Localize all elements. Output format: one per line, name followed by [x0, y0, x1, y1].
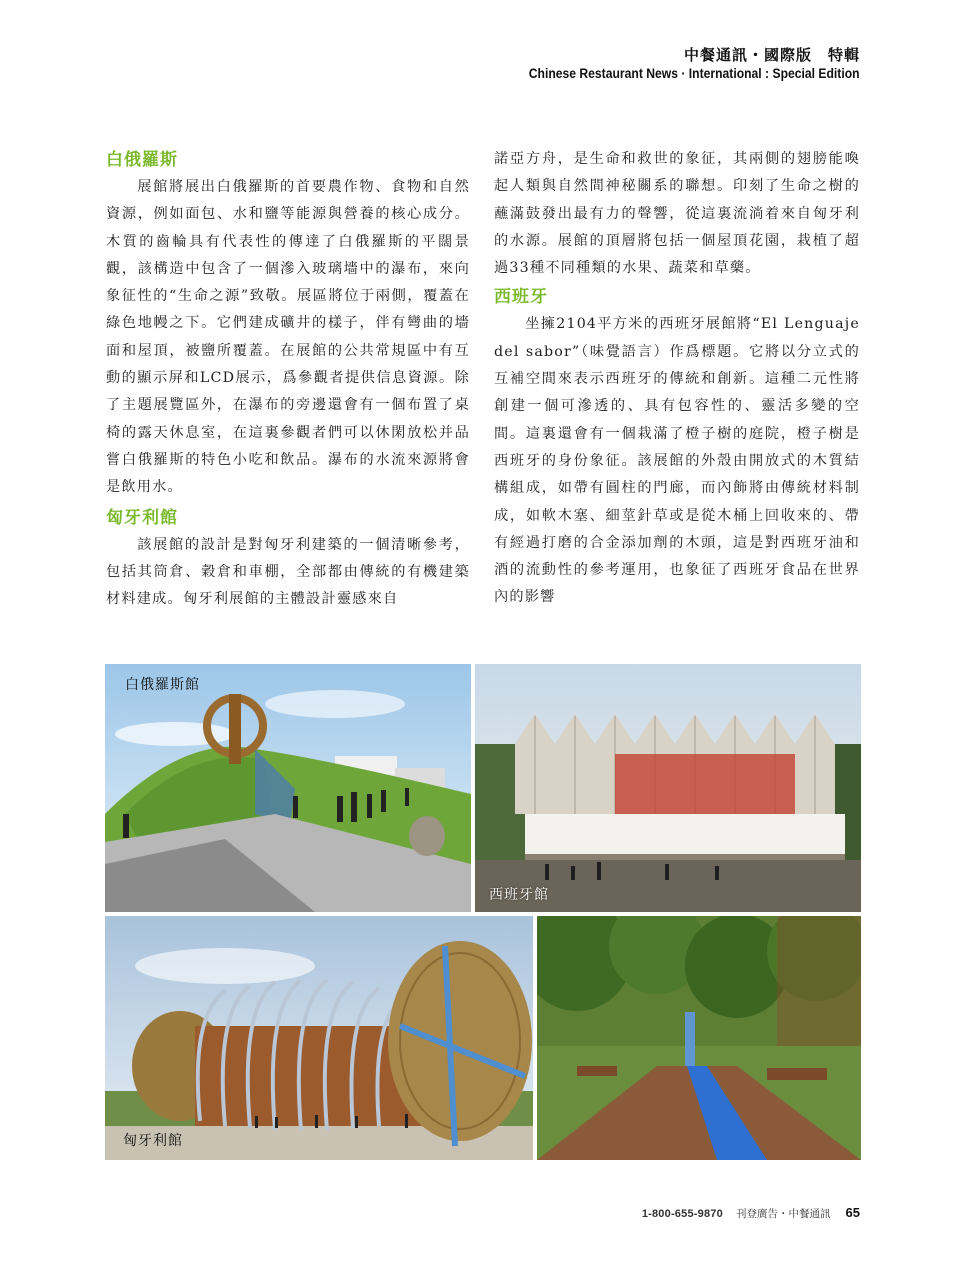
- section-body-hungary-continued: 諾亞方舟，是生命和救世的象征，其兩側的翅膀能喚起人類與自然間神秘關系的聯想。印刻了生命之樹的蘸滿鼓發出最有力的聲響，從這裏流淌着來自匈牙利的水源。展館的頂層將包括一個屋頂花園，栽植了超過33種不同種類的水果、蔬菜和草藥。: [494, 151, 860, 277]
- section-body-belarus: 展館將展出白俄羅斯的首要農作物、食物和自然資源，例如面包、水和鹽等能源與營養的核心成分。木質的齒輪具有代表性的傳達了白俄羅斯的平闊景觀，該構造中包含了一個滲入玻璃墻中的瀑布，來向象征性的“生命之源”致敬。展區將位于兩側，覆蓋在綠色地幔之下。它們建成礦井的樣子，伴有彎曲的墻面和屋頂，被鹽所覆蓋。在展館的公共常規區中有互動的顯示屏和LCD展示，爲參觀者提供信息資源。除了主題展覽區外，在瀑布的旁邊還會有一個布置了桌椅的露天休息室，在這裏參觀者們可以休閑放松并品嘗白俄羅斯的特色小吃和飲品。瀑布的水流來源將會是飲用水。: [106, 179, 470, 496]
- left-column: [106, 146, 470, 613]
- footer-publication: 刊登廣告・中餐通訊: [735, 1208, 831, 1220]
- hungary-garden-photo: [537, 916, 861, 1160]
- page-number: 65: [845, 1205, 860, 1220]
- section-title-spain: 西班牙: [494, 287, 548, 308]
- hungary-pavilion-photo: [105, 916, 533, 1160]
- page-footer: [642, 1205, 860, 1221]
- spain-pavilion-label: 西班牙館: [489, 887, 549, 903]
- header-title-chinese: 中餐通訊・國際版 特輯: [683, 46, 860, 64]
- hungary-pavilion-label: 匈牙利館: [123, 1133, 183, 1149]
- section-body-hungary: 該展館的設計是對匈牙利建築的一個清晰參考，包括其筒倉、穀倉和車棚，全部都由傳統的有機建築材料建成。匈牙利展館的主體設計靈感來自: [106, 536, 470, 608]
- section-title-hungary: 匈牙利館: [106, 507, 178, 528]
- spain-pavilion-photo: [475, 664, 861, 912]
- section-body-spain: 坐擁2104平方米的西班牙展館將“El Lenguaje del sabor”（味覺語言）作爲標題。它將以分立式的互補空間來表示西班牙的傳統和創新。這種二元性將創建一個可滲透的、具有包容性的、靈活多變的空間。這裏還會有一個栽滿了橙子樹的庭院，橙子樹是西班牙的身份象征。該展館的外殼由開放式的木質結構組成，如帶有圓柱的門廊，而內飾將由傳統材料制成，如軟木塞、細莖針草或是從木桶上回收來的、帶有經過打磨的合金添加劑的木頭，這是對西班牙油和酒的流動性的參考運用，也象征了西班牙食品在世界內的影響: [494, 316, 860, 606]
- belarus-pavilion-photo: [105, 664, 471, 912]
- belarus-pavilion-label: 白俄羅斯館: [125, 677, 200, 693]
- right-column: [494, 146, 860, 612]
- header-title-english: Chinese Restaurant News · International : Special Edition: [529, 66, 860, 81]
- section-title-belarus: 白俄羅斯: [106, 150, 178, 170]
- footer-phone: 1-800-655-9870: [641, 1208, 723, 1220]
